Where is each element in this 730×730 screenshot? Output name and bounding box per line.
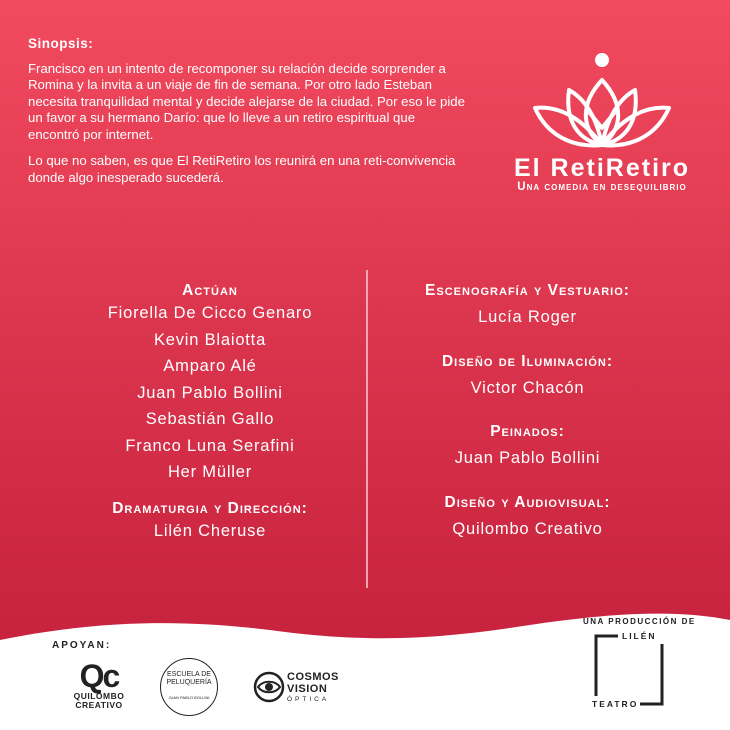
credit-design xyxy=(380,494,675,543)
quilombo-line1: QUILOMBO xyxy=(73,691,125,701)
cast-name: Amparo Alé xyxy=(163,357,257,375)
synopsis xyxy=(28,36,468,196)
credit-name: Juan Pablo Bollini xyxy=(454,449,601,467)
credit-heading: Peinados: xyxy=(490,423,565,440)
cosmos-line3: ÓPTICA xyxy=(287,696,330,703)
lotus-icon xyxy=(527,50,677,150)
cast-name: Franco Luna Serafini xyxy=(125,436,295,455)
credit-heading: Diseño de Iluminación: xyxy=(441,352,614,370)
credit-name: Lucía Roger xyxy=(478,308,577,326)
synopsis-paragraph-2: Lo que no saben, es que El RetiRetiro los reunirá en una reti-convivencia donde algo inesperado sucederá. xyxy=(28,153,456,185)
show-subtitle: Una comedia en desequilibrio xyxy=(517,181,687,193)
credit-lighting xyxy=(380,353,675,402)
lilen-text: LILÉN xyxy=(622,631,657,641)
quilombo-mark: Qc xyxy=(79,658,119,694)
escuela-line2: PELUQUERÍA xyxy=(166,679,212,686)
teatro-frame-icon xyxy=(592,630,666,710)
credit-scenography xyxy=(380,282,675,331)
escuela-line3: JUAN PABLO BOLLINI xyxy=(168,695,210,700)
cosmos-line1: COSMOS xyxy=(287,671,339,683)
credit-name: Quilombo Creativo xyxy=(452,519,603,538)
credit-heading: Escenografía y Vestuario: xyxy=(425,282,630,299)
cast-name: Her Müller xyxy=(167,463,253,481)
cosmos-vision-eye-icon xyxy=(252,670,286,704)
quilombo-creativo-logo xyxy=(66,660,132,710)
direction-name: Lilén Cheruse xyxy=(153,521,267,540)
escuela-line1: ESCUELA DE xyxy=(167,671,211,678)
cast-name: Sebastián Gallo xyxy=(145,410,275,428)
escuela-peluqueria-logo xyxy=(160,658,218,716)
production-label: UNA PRODUCCIÓN DE xyxy=(583,617,696,626)
cosmos-line2: VISION xyxy=(287,683,328,695)
cast-name: Fiorella De Cicco Genaro xyxy=(107,304,313,322)
quilombo-line2: CREATIVO xyxy=(75,700,123,710)
cast-heading: Actúan xyxy=(182,282,238,299)
show-logo xyxy=(482,50,722,193)
teatro-text: TEATRO xyxy=(592,699,639,709)
cast-column xyxy=(60,282,360,558)
sponsors-label: APOYAN: xyxy=(52,640,112,651)
direction-group xyxy=(60,500,360,545)
synopsis-paragraph-1: Francisco en un intento de recomponer su relación decide sorprender a Romina y la invita a un viaje de fin de semana. Por otro lado Esteban necesita tranquilidad mental y decide alejarse de la ciudad. Por eso le pide un favor a su hermano Darío: que lo lleve a un retiro espiritual que encontró por internet. xyxy=(28,60,465,142)
credits-column xyxy=(380,282,675,564)
credit-heading: Diseño y Audiovisual: xyxy=(444,493,611,511)
show-title: El RetiRetiro xyxy=(513,154,691,182)
credit-name: Victor Chacón xyxy=(470,378,585,397)
column-divider xyxy=(366,270,368,588)
cast-name: Juan Pablo Bollini xyxy=(137,383,283,402)
credit-hairdressing xyxy=(380,423,675,472)
cast-group xyxy=(60,282,360,486)
synopsis-heading: Sinopsis: xyxy=(28,36,94,51)
lilen-teatro-logo xyxy=(592,630,666,710)
direction-heading: Dramaturgia y Dirección: xyxy=(112,499,308,517)
cosmos-vision-logo xyxy=(287,671,343,704)
cast-name: Kevin Blaiotta xyxy=(153,330,267,349)
